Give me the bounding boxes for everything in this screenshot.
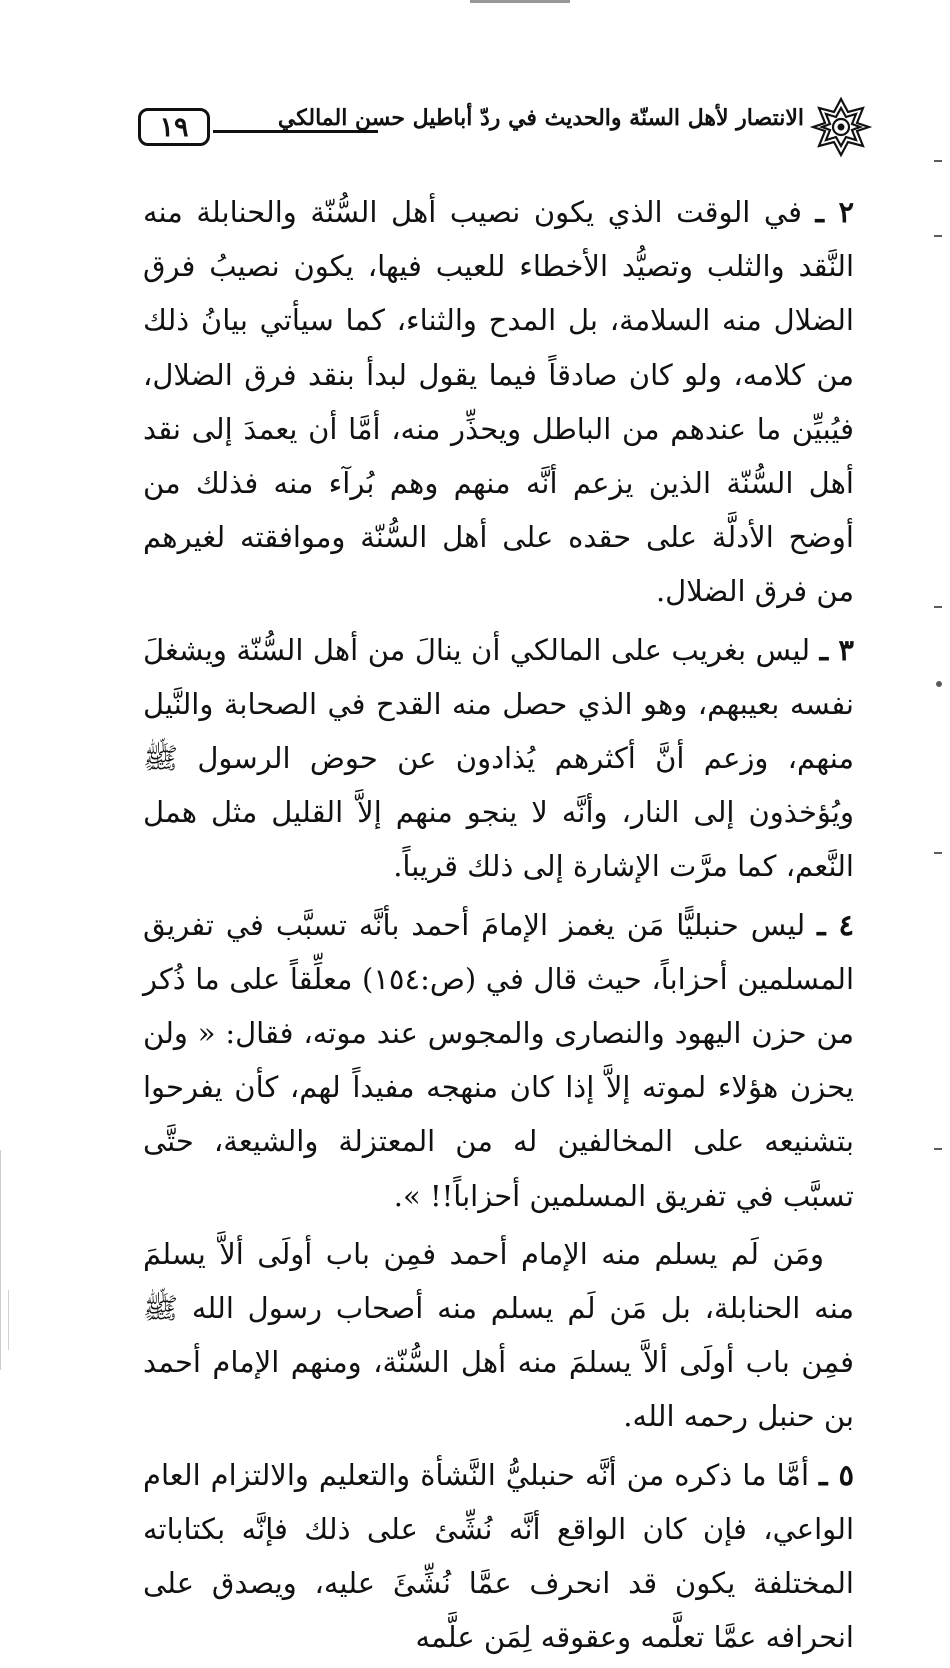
margin-mark: [934, 235, 942, 237]
margin-mark: [936, 681, 942, 687]
paragraph-text: أمَّا ما ذكره من أنَّه حنبليُّ النَّشأة والتعليم والالتزام العام الواعي، فإن كان الواقع أنَّه نُشِّئ على ذلك فإنَّه بكتاباته المختلفة يكون قد انحرف عمَّا نُشِّئَ عليه، ويصدق على انحرافه عمَّا تعلَّمه وعقوقه لِمَن علَّمه: [143, 1457, 854, 1655]
margin-mark: [934, 160, 942, 162]
paragraph-text: ليس بغريب على المالكي أن ينالَ من أهل السُّنّة ويشغلَ نفسه بعيبهم، وهو الذي حصل منه القدح في الصحابة والنَّيل منهم، وزعم أنَّ أكثرهم يُذادون عن حوض الرسول ﷺ ويُؤخذون إلى النار، وأنَّه لا ينجو منهم إلاَّ القليل مثل همل النَّعم، كما مرَّت الإشارة إلى ذلك قريباً.: [143, 632, 854, 884]
paragraph-text: في الوقت الذي يكون نصيب أهل السُّنّة والحنابلة منه النَّقد والثلب وتصيُّد الأخطاء للعيب فيها، يكون نصيبُ فرق الضلال منه السلامة، بل المدح والثناء، كما سيأتي بيانُ ذلك من كلامه، ولو كان صادقاً فيما يقول لبدأ بنقد فرق الضلال، فيُبيِّن ما عندهم من الباطل ويحذِّر منه، أمَّا أن يعمدَ إلى نقد أهل السُّنّة الذين يزعم أنَّه منهم وهم بُرآء منه فذلك من أوضح الأدلَّة على حقده على أهل السُّنّة وموافقته لغيرهم من فرق الضلال.: [143, 195, 854, 609]
paragraph-number: ٥ ـ: [819, 1457, 855, 1492]
paragraph-2: [143, 185, 854, 619]
paragraph-text: ومَن لَم يسلم منه الإمام أحمد فمِن باب أولَى ألاَّ يسلمَ منه الحنابلة، بل مَن لَم يسلم منه أصحاب رسول الله ﷺ فمِن باب أولَى ألاَّ يسلمَ منه أهل السُّنّة، ومنهم الإمام أحمد بن حنبل رحمه الله.: [143, 1236, 854, 1434]
document-body: [143, 185, 854, 1668]
paragraph-continuation: [143, 1227, 854, 1444]
paragraph-5: [143, 1448, 854, 1665]
paragraph-text: ليس حنبليًّا مَن يغمز الإمامَ أحمد بأنَّه تسبَّب في تفريق المسلمين أحزاباً، حيث قال في (ص:١٥٤) معلِّقاً على ما ذُكر من حزن اليهود والنصارى والمجوس عند موته، فقال: « ولن يحزن هؤلاء لموته إلاَّ إذا كان منهجه مفيداً لهم، كأن يفرحوا بتشنيعه على المخالفين له من المعتزلة والشيعة، حتَّى تسبَّب في تفريق المسلمين أحزاباً!! ».: [143, 907, 854, 1213]
margin-mark: [934, 606, 942, 608]
paragraph-number: ٣ ـ: [819, 632, 854, 667]
margin-mark: [934, 852, 942, 854]
scan-top-rule: [470, 0, 570, 3]
page-number: ١٩: [138, 108, 210, 146]
margin-mark: [934, 1148, 942, 1150]
running-title: الانتصار لأهل السنّة والحديث في ردّ أباطيل حسن المالكي: [277, 105, 804, 131]
star-ornament-icon: [810, 96, 872, 158]
paragraph-number: ٤ ـ: [817, 907, 855, 942]
page-header: [132, 96, 872, 168]
paragraph-3: [143, 623, 854, 894]
paragraph-4: [143, 898, 854, 1223]
paragraph-number: ٢ ـ: [815, 195, 855, 229]
scan-edge-line: [0, 1150, 1, 1370]
scan-edge-line: [8, 1290, 9, 1350]
